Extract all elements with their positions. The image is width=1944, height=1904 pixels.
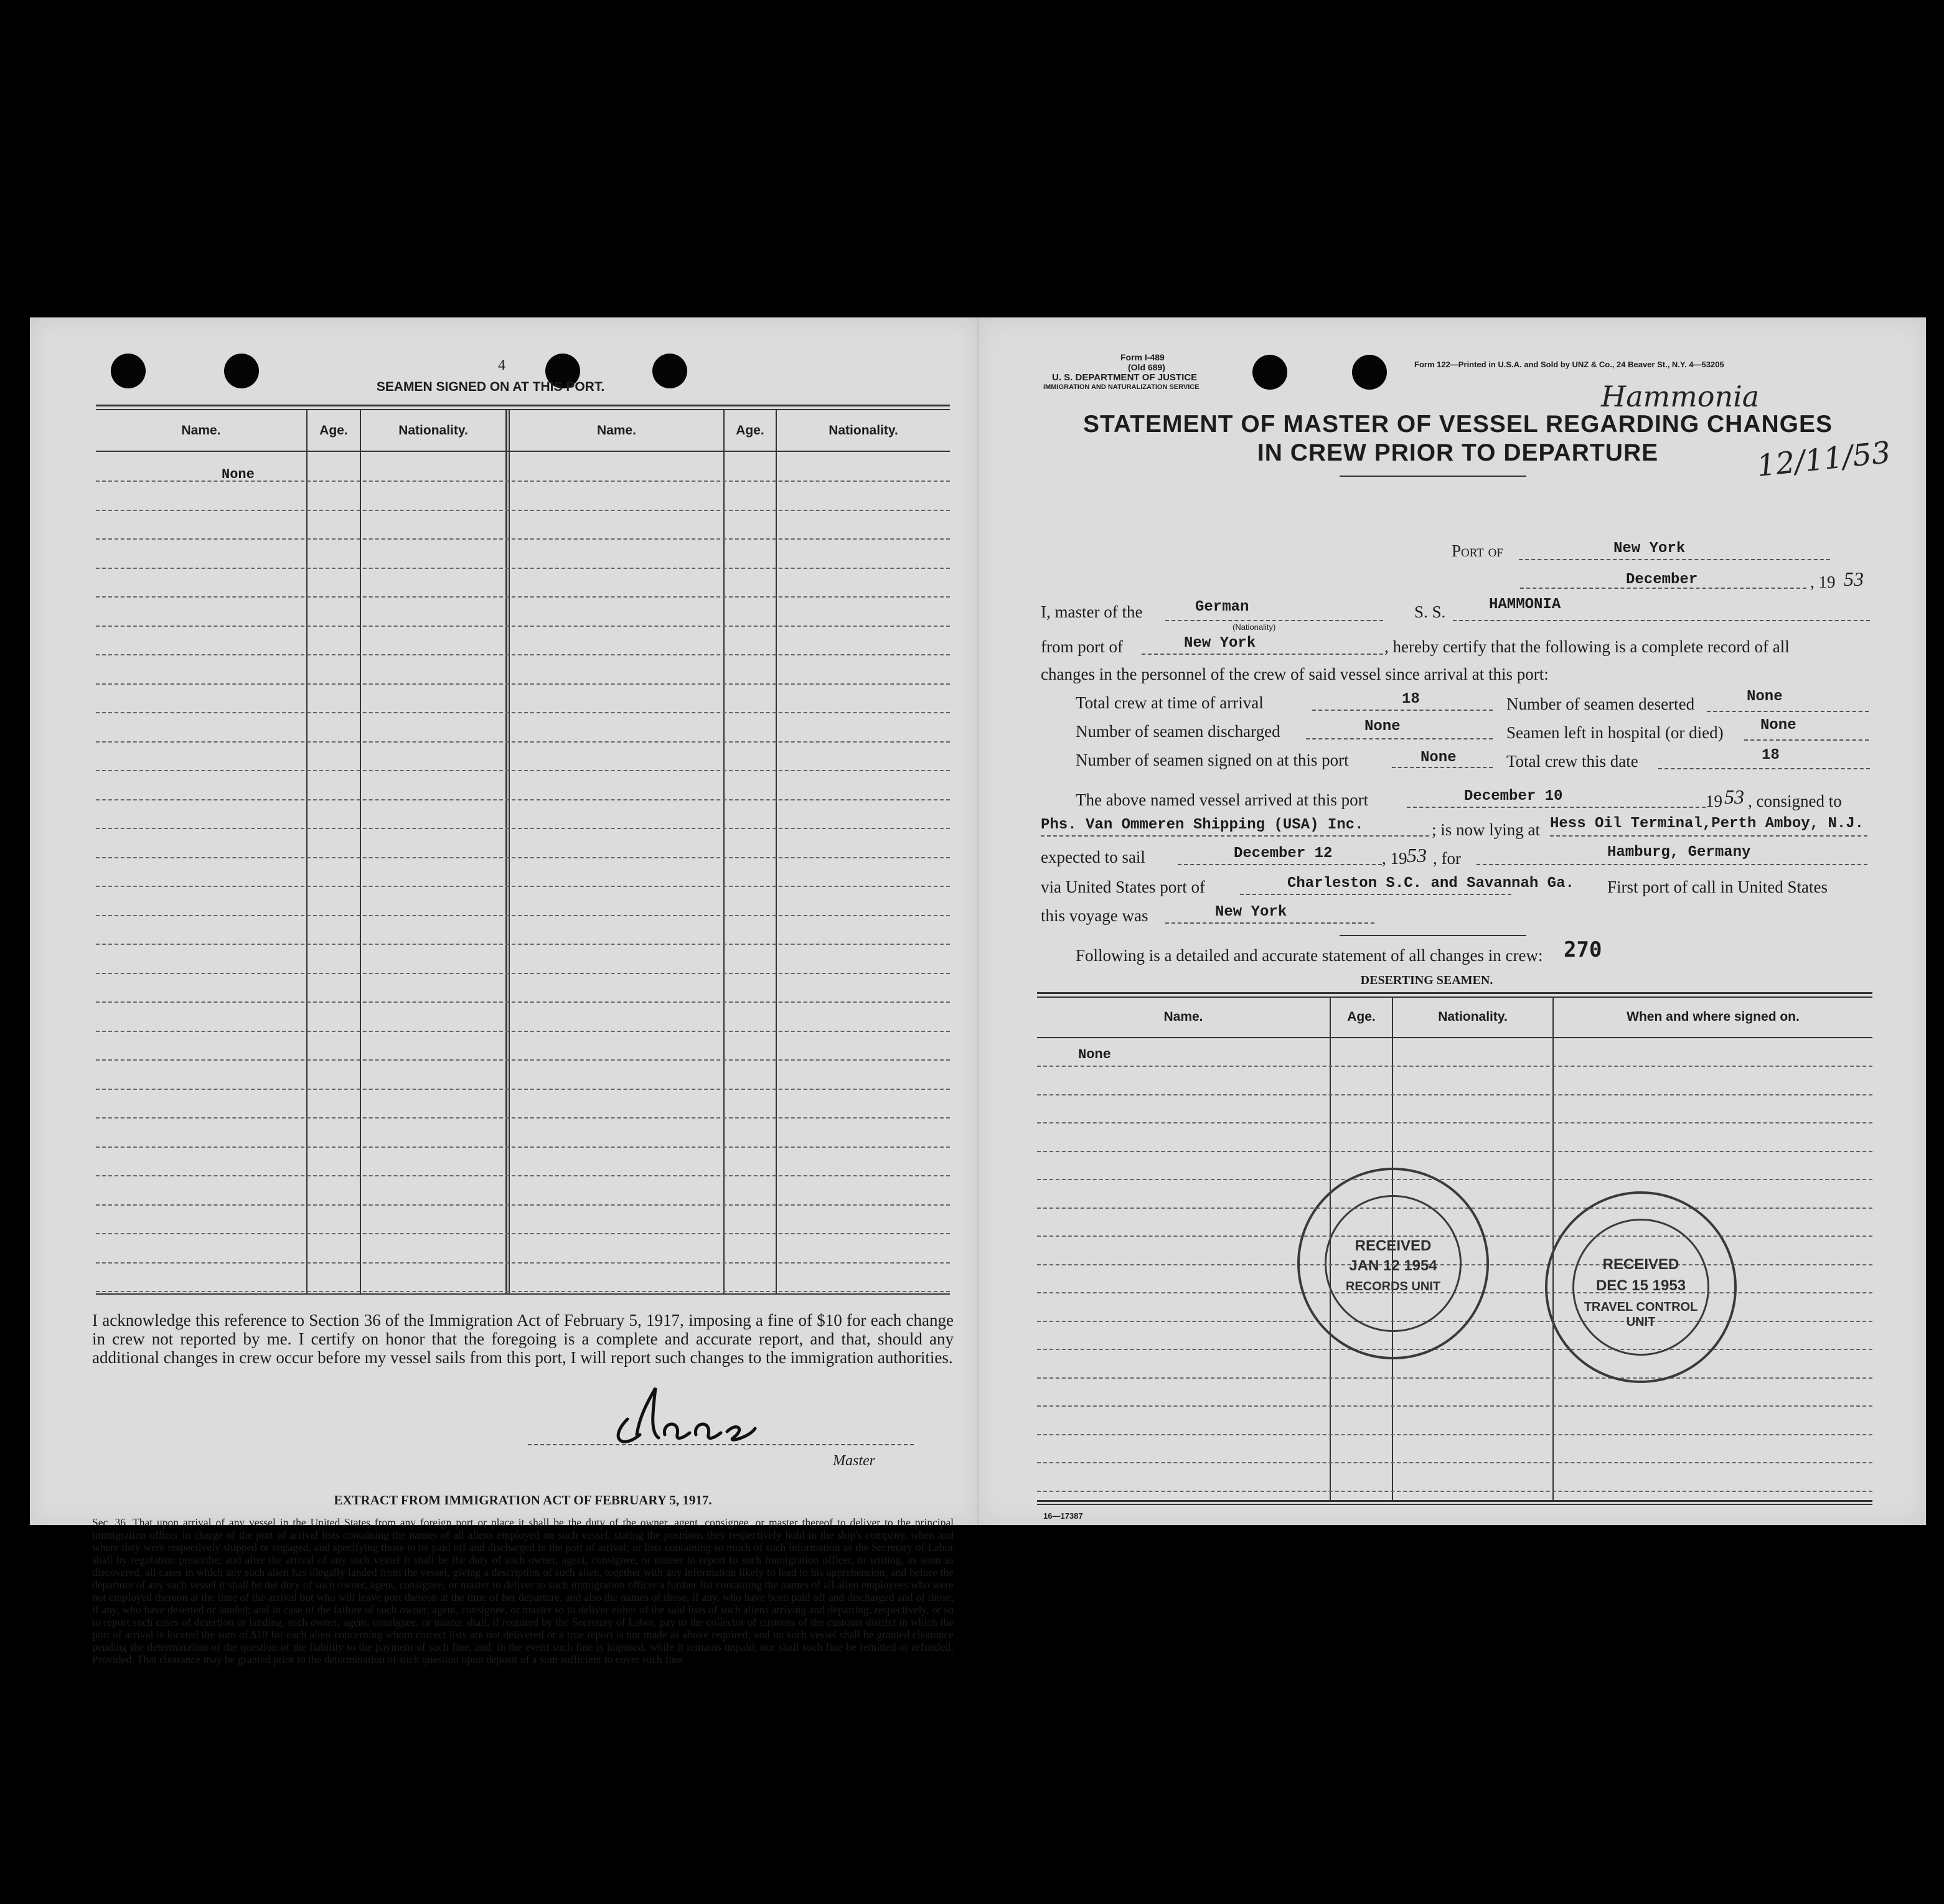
certify-text: , hereby certify that the following is a complete record of all <box>1384 637 1790 656</box>
total-crew-date-value: 18 <box>1762 747 1780 764</box>
signed-on-value: None <box>1420 749 1457 766</box>
table-rule <box>96 828 950 829</box>
lying-label: ; is now lying at <box>1432 820 1540 839</box>
table-rule <box>96 944 950 945</box>
table-rule <box>96 886 950 887</box>
column-header-age: Age. <box>1347 1010 1376 1024</box>
hospital-value: None <box>1760 717 1796 734</box>
sail-value: December 12 <box>1234 845 1333 862</box>
lying-value: Hess Oil Terminal,Perth Amboy, N.J. <box>1550 815 1864 832</box>
table-rule <box>96 1233 950 1234</box>
column-header-name: Name. <box>181 423 221 438</box>
discharged-label: Number of seamen discharged <box>1076 722 1280 741</box>
deserted-label: Number of seamen deserted <box>1506 695 1695 713</box>
deserting-title: DESERTING SEAMEN. <box>1360 973 1493 987</box>
nationality-caption: (Nationality) <box>1233 622 1276 632</box>
table-rule <box>96 510 950 511</box>
table-rule <box>1037 1066 1872 1067</box>
table-rule <box>96 683 950 685</box>
column-header-name: Name. <box>1163 1010 1203 1024</box>
master-of-label: I, master of the <box>1041 603 1143 621</box>
table-rule <box>96 973 950 974</box>
old-form-number: (Old 689) <box>1128 362 1165 372</box>
total-crew-arrival-value: 18 <box>1402 691 1420 708</box>
voyage-value: New York <box>1215 904 1287 921</box>
via-label: via United States port of <box>1041 878 1205 896</box>
discharged-value: None <box>1364 718 1401 735</box>
from-port-value: New York <box>1184 635 1256 652</box>
signed-on-label: Number of seamen signed on at this port <box>1076 751 1349 769</box>
nationality-value: German <box>1195 599 1249 616</box>
port-of-label: Port of <box>1452 542 1503 560</box>
table-rule <box>96 1262 950 1264</box>
total-crew-date-label: Total crew this date <box>1506 752 1638 771</box>
table-rule <box>96 857 950 858</box>
acknowledgment-text: I acknowledge this reference to Section 36 of the Immigration Act of February 5, 1917, imposing a fine of $10 for each change in crew not reported by me. I certify on honor that the foregoing is a complete and accurate report, and that, should any additional changes in crew occur before my vessel sails from this port, I will report such changes to the immigration authorities. <box>92 1311 954 1367</box>
table-rule <box>96 1001 950 1003</box>
year-prefix: 19 <box>1818 573 1836 591</box>
table-rule <box>96 1291 950 1292</box>
master-signature <box>603 1376 808 1450</box>
table-entry: None <box>1078 1047 1111 1062</box>
master-label: Master <box>833 1453 875 1469</box>
voyage-label: this voyage was <box>1041 906 1148 925</box>
sail-year-suffix: 53 <box>1407 844 1427 866</box>
ss-label: S. S. <box>1414 603 1446 621</box>
arrived-year-suffix: 53 <box>1724 786 1744 808</box>
table-rule <box>96 741 950 743</box>
table-rule <box>96 626 950 627</box>
extract-text: Sec. 36. That upon arrival of any vessel in the United States from any foreign port or place it shall be the duty of the owner, agent, consignee, or master thereof to deliver to the principal immigration officer in charge of the port of arrival lists containing the names of all aliens employed on such vessel, stating the positions they respectively hold in the ship's company, when and where they were respectively shipped or engaged, and specifying those to be paid off and discharged in the port of arrival; or lists containing so much of such information as the Secretary of Labor shall by regulation prescribe; and after the arrival of any such vessel it shall be the duty of such owner, agent, consignee, or master to report to such immigration officer, in writing, as soon as discovered, all cases in which any such alien has illegally landed from the vessel, giving a description of such alien, together with any information likely to lead to his apprehension; and before the departure of any such vessel it shall be the duty of such owner, agent, consignee, or master to deliver to such immigration officer a further list containing the names of all alien employees who were not employed thereon at the time of the arrival but who will leave port thereon at the time of her departure, and also the names of those, if any, who have been paid off and discharged and of those, if any, who have deserted or landed; and in case of the failure of such owner, agent, consignee, or master so to deliver either of the said lists of such aliens arriving and departing, respectively, or so to report such cases of desertion or landing, such owner, agent, consignee, or master shall, if required by the Secretary of Labor, pay to the collector of customs of the customs district in which the port of arrival is located the sum of $10 for each alien concerning whom correct lists are not delivered or a true report is not made as above required; and no such vessel shall be granted clearance pending the determination of the question of the liability to the payment of such fine, and, in the event such fine is imposed, while it remains unpaid; nor shall such fine be remitted or refunded; Provided, That clearance may be granted prior to the determination of such question upon deposit of a sum sufficient to cover such fine. <box>92 1516 954 1666</box>
changes-text: changes in the personnel of the crew of said vessel since arrival at this port: <box>1041 665 1549 683</box>
left-page <box>30 317 977 1666</box>
table-rule <box>1037 1349 1872 1350</box>
column-header-age: Age. <box>736 423 764 438</box>
for-label: , for <box>1433 849 1461 868</box>
table-rule <box>96 568 950 569</box>
arrived-value: December 10 <box>1464 788 1563 805</box>
handwritten-ship-name: Hammonia <box>1601 380 1760 413</box>
right-page: Form I-489 (Old 689) U. S. DEPARTMENT OF JUSTICE IMMIGRATION AND NATURALIZATION SERVICE Form 122—Printed in U.S.A. and Sold by UNZ & Co., 24 Beaver St., N.Y. 4—53205 Hammonia 12/11/53 STATEMENT OF MASTER OF VESSEL REGARDING CHANGES IN CREW PRIOR TO DEPARTURE Port of New York December , 19 53 I, master of the German (Nationality) S. S. HAMMONIA from port of New York , hereby certify that the following is a complete record of all changes in the personnel of the crew of said vessel since arrival at this port: Total crew at time of arrival 18 Number of seamen deserted None Number of seamen discharged None Seamen left in hospital (or died) None Number of seamen signed on at this port None Total crew this date 18 The above named vessel arrived at this port December 10 19 53 , consigned to Phs. Van Ommeren Shipping (USA) Inc. ; is now lying at Hess Oil Terminal,Perth Amboy, N.J. expected to sail December 12 , 19 53 , for Hamburg, Germany via United States port of Charleston S.C. and Savannah Ga. First port of call in United States this voyage was New York Following is a detailed and accurate statement of all changes in crew: 270 DESERTING SEAMEN. Name. Age. Nationality. When and where signed on. None 16—17387 RECEIVED JAN 12 1954 RECORDS UNIT RECEIVED DEC 15 1953 TRAVEL CONTROL UNIT <box>977 317 1926 1525</box>
table-rule <box>96 1059 950 1061</box>
punch-hole <box>652 354 687 388</box>
footer-code: 16—17387 <box>1043 1511 1083 1521</box>
department: U. S. DEPARTMENT OF JUSTICE <box>1052 372 1198 383</box>
year-suffix: 53 <box>1844 568 1864 590</box>
punch-hole <box>111 354 146 388</box>
column-header-name: Name. <box>596 423 637 438</box>
service: IMMIGRATION AND NATURALIZATION SERVICE <box>1043 383 1200 391</box>
section-title: SEAMEN SIGNED ON AT THIS PORT. <box>376 380 605 394</box>
stamp-date: DEC 15 1953 <box>1595 1277 1686 1294</box>
table-rule <box>1037 1434 1872 1435</box>
column-header-age: Age. <box>319 423 348 438</box>
sail-label: expected to sail <box>1041 848 1145 866</box>
date-value: December <box>1626 571 1698 588</box>
stamp-date: JAN 12 1954 <box>1349 1257 1437 1274</box>
punch-hole <box>224 354 259 388</box>
table-rule <box>96 1089 950 1090</box>
table-rule <box>96 1031 950 1032</box>
table-rule <box>1037 1179 1872 1180</box>
stamp-unit: RECORDS UNIT <box>1345 1280 1441 1293</box>
table-rule <box>96 915 950 916</box>
received-stamp <box>1545 1191 1737 1383</box>
column-header-when-where: When and where signed on. <box>1627 1010 1800 1024</box>
column-header-nationality: Nationality. <box>1438 1010 1508 1024</box>
form-number: Form I-489 <box>1120 352 1165 362</box>
stamp-received-text: RECEIVED <box>1355 1237 1432 1254</box>
punch-hole <box>1352 355 1387 390</box>
for-value: Hamburg, Germany <box>1607 844 1751 861</box>
hospital-label: Seamen left in hospital (or died) <box>1506 723 1724 742</box>
table-rule <box>1037 1462 1872 1463</box>
page-number: 4 <box>498 357 505 373</box>
table-rule <box>96 596 950 598</box>
table-rule <box>96 1147 950 1148</box>
handwritten-date: 12/11/53 <box>1755 434 1892 484</box>
table-rule <box>1037 1405 1872 1407</box>
form-title-line1: STATEMENT OF MASTER OF VESSEL REGARDING CHANGES <box>1082 411 1833 438</box>
table-entry: None <box>222 467 255 482</box>
table-rule <box>96 1117 950 1118</box>
ship-name: HAMMONIA <box>1489 596 1561 613</box>
consignee-value: Phs. Van Ommeren Shipping (USA) Inc. <box>1041 817 1364 833</box>
table-rule <box>96 654 950 655</box>
table-rule <box>96 770 950 771</box>
table-rule <box>1037 1377 1872 1379</box>
table-rule <box>1037 1122 1872 1123</box>
port-of-value: New York <box>1613 540 1686 557</box>
table-rule <box>96 538 950 540</box>
via-value: Charleston S.C. and Savannah Ga. <box>1287 875 1574 892</box>
table-rule <box>1037 1491 1872 1492</box>
printer-note: Form 122—Printed in U.S.A. and Sold by UNZ & Co., 24 Beaver St., N.Y. 4—53205 <box>1414 360 1724 369</box>
punch-hole <box>1252 355 1287 390</box>
table-rule <box>1037 1094 1872 1095</box>
table-rule <box>96 1175 950 1176</box>
consigned-label: , consigned to <box>1748 792 1842 810</box>
handwritten-number: 270 <box>1564 937 1602 962</box>
following-text: Following is a detailed and accurate statement of all changes in crew: <box>1076 946 1543 965</box>
first-port-label: First port of call in United States <box>1607 878 1828 896</box>
arrived-label: The above named vessel arrived at this port <box>1076 790 1369 809</box>
table-rule <box>1037 1151 1872 1152</box>
total-crew-arrival-label: Total crew at time of arrival <box>1076 693 1264 712</box>
table-rule <box>96 712 950 713</box>
table-rule <box>96 1204 950 1206</box>
column-header-nationality: Nationality. <box>398 423 468 438</box>
form-title-line2: IN CREW PRIOR TO DEPARTURE <box>1257 439 1659 466</box>
from-port-label: from port of <box>1041 637 1123 656</box>
stamp-received-text: RECEIVED <box>1602 1256 1679 1273</box>
column-header-nationality: Nationality. <box>829 423 898 438</box>
deserted-value: None <box>1747 688 1783 705</box>
table-rule <box>96 799 950 800</box>
received-stamp <box>1297 1168 1489 1359</box>
extract-title: EXTRACT FROM IMMIGRATION ACT OF FEBRUARY 5, 1917. <box>334 1493 712 1508</box>
stamp-unit: TRAVEL CONTROL UNIT <box>1584 1300 1698 1329</box>
